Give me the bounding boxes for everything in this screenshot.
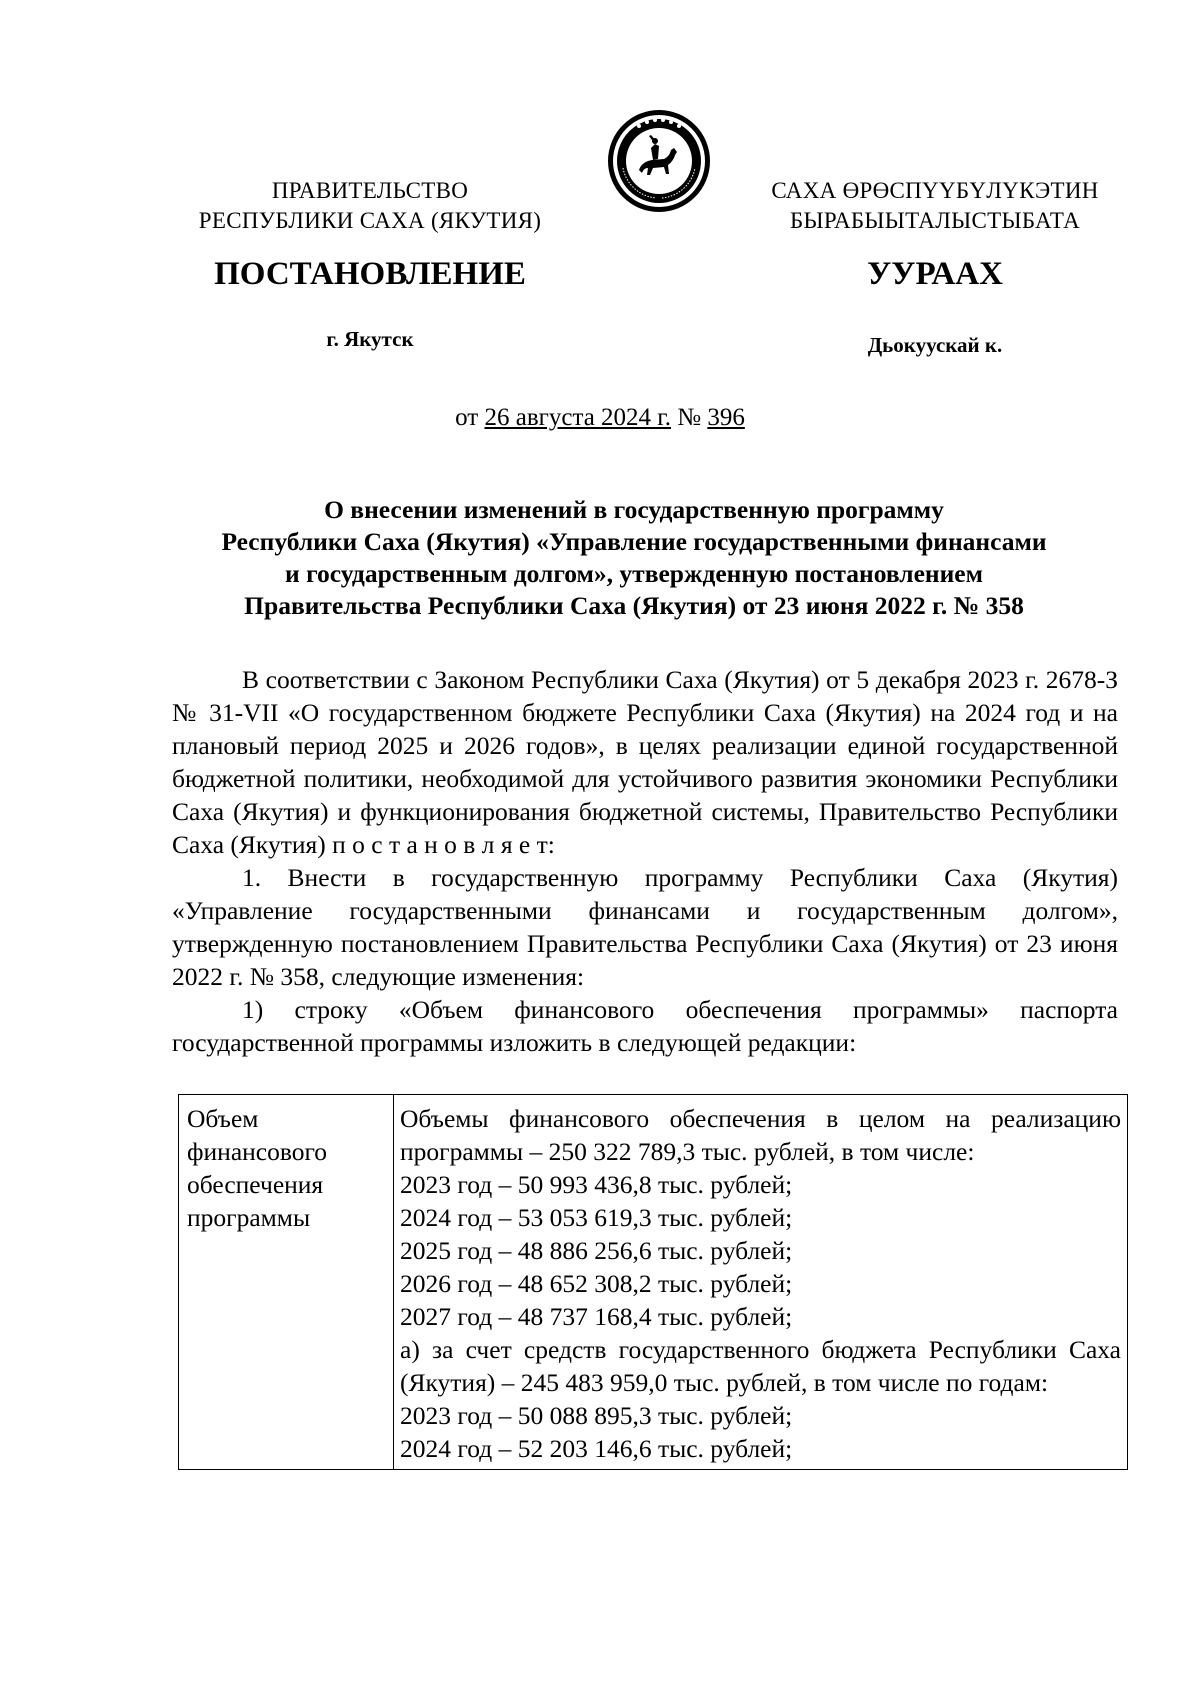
value-line: а) за счет средств государственного бюджета Республики Саха (Якутия) – 245 483 959,0 тыс. рублей, в том числе по годам: <box>400 1335 1121 1397</box>
document-date: 26 августа 2024 г. <box>484 404 671 431</box>
document-type-russian: ПОСТАНОВЛЕНИЕ <box>214 256 526 292</box>
government-name-sakha <box>740 176 1130 236</box>
preamble-text: В соответствии с Законом Республики Саха (Якутия) от 5 декабря 2023 г. 2678-З № 31-VII «О государственном бюджете Республики Саха (Якутия) на 2024 год и на плановый период 2025 и 2026 годов», в целях реализации единой государственной бюджетной политики, необходимой для устойчивого развития экономики Республики Саха (Якутия) и функционирования бюджетной системы, Правительство Республики Саха (Якутия) <box>172 665 1118 859</box>
label-line: Объем <box>187 1104 259 1133</box>
government-name-line: ПРАВИТЕЛЬСТВО <box>271 178 469 203</box>
government-name-line: БЫРАБЫЫТАЛЫСТЫБАТА <box>789 208 1081 233</box>
government-name-line: РЕСПУБЛИКИ САХА (ЯКУТИЯ) <box>198 208 542 233</box>
title-line: Правительства Республики Саха (Якутия) от 23 июня 2022 г. № 358 <box>244 591 1024 620</box>
table-row <box>179 1095 1128 1470</box>
preamble-paragraph <box>172 663 1118 861</box>
title-line: О внесении изменений в государственную программу <box>324 495 944 524</box>
document-date-number <box>0 402 1200 434</box>
label-line: обеспечения <box>187 1170 324 1199</box>
city-russian: г. Якутск <box>326 327 414 351</box>
government-name-russian <box>180 176 560 236</box>
label-line: программы <box>187 1203 311 1232</box>
table-label-cell <box>179 1095 394 1470</box>
document-body <box>172 663 1118 1059</box>
value-line: 2024 год – 53 053 619,3 тыс. рублей; <box>400 1203 793 1232</box>
date-prefix: от <box>455 404 479 431</box>
label-line: финансового <box>187 1137 328 1166</box>
value-line: 2027 год – 48 737 168,4 тыс. рублей; <box>400 1302 793 1331</box>
value-line: 2024 год – 52 203 146,6 тыс. рублей; <box>400 1434 793 1463</box>
funding-table <box>178 1094 1128 1470</box>
value-line: Объемы финансового обеспечения в целом на реализацию программы – 250 322 789,3 тыс. рублей, в том числе: <box>400 1104 1121 1166</box>
document-type-sakha: УУРААХ <box>867 256 1003 292</box>
title-line: и государственным долгом», утвержденную постановлением <box>285 559 983 588</box>
value-line: 2023 год – 50 088 895,3 тыс. рублей; <box>400 1401 793 1430</box>
item-1-paragraph: 1. Внести в государственную программу Республики Саха (Якутия) «Управление государственными финансами и государственным долгом», утвержденную постановлением Правительства Республики Саха (Якутия) от 23 июня 2022 г. № 358, следующие изменения: <box>172 863 1118 991</box>
document-title <box>168 494 1100 622</box>
number-sign: № <box>677 404 702 431</box>
title-line: Республики Саха (Якутия) «Управление государственными финансами <box>221 527 1047 556</box>
value-line: 2023 год – 50 993 436,8 тыс. рублей; <box>400 1170 793 1199</box>
coat-of-arms-icon <box>606 108 712 214</box>
table-value-cell <box>394 1095 1128 1470</box>
value-line: 2025 год – 48 886 256,6 тыс. рублей; <box>400 1236 793 1265</box>
preamble-verb: п о с т а н о в л я е т: <box>332 830 555 859</box>
city-sakha: Дьокуускай к. <box>867 333 1003 357</box>
value-line: 2026 год – 48 652 308,2 тыс. рублей; <box>400 1269 793 1298</box>
item-1-1-paragraph: 1) строку «Объем финансового обеспечения программы» паспорта государственной программы изложить в следующей редакции: <box>172 995 1118 1057</box>
document-number: 396 <box>707 404 745 431</box>
government-name-line: САХА ӨРӨСПҮҮБҮЛҮКЭТИН <box>771 178 1099 203</box>
